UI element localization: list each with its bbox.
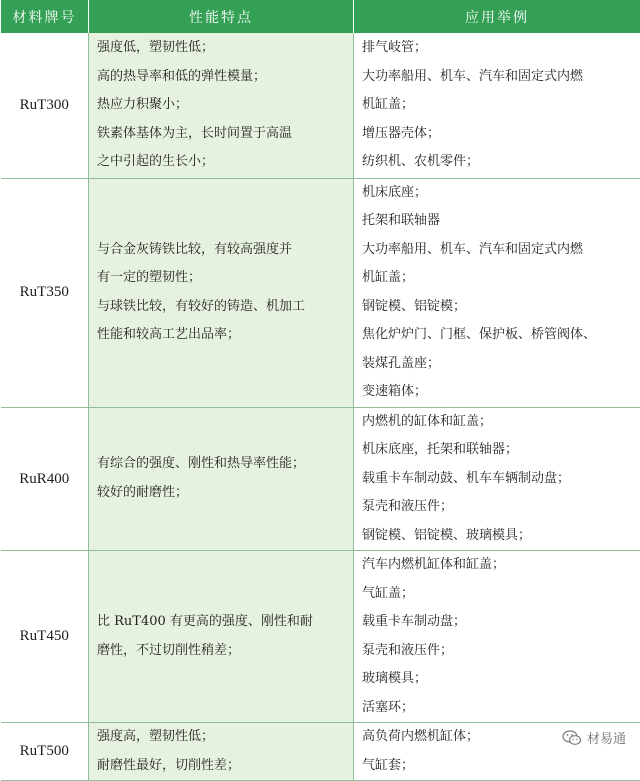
application-line: 载重卡车制动鼓、机车车辆制动盘； — [362, 465, 640, 494]
application-line: 玻璃模具； — [362, 665, 640, 694]
header-features: 性能特点 — [89, 0, 354, 33]
features-cell — [89, 723, 354, 781]
wechat-icon — [562, 730, 582, 746]
header-applications: 应用举例 — [354, 0, 640, 33]
header-grade: 材料牌号 — [1, 0, 89, 33]
application-line: 排气岐管； — [362, 34, 640, 63]
application-line: 机缸盖； — [362, 264, 640, 293]
grade-cell: RuT300 — [1, 33, 89, 178]
application-line: 载重卡车制动盘； — [362, 608, 640, 637]
grade-cell: RuT500 — [1, 723, 89, 781]
feature-line: 热应力积聚小； — [97, 91, 353, 120]
application-line: 装煤孔盖座； — [362, 350, 640, 379]
feature-line: 强度高，塑韧性低； — [97, 723, 353, 752]
application-line: 泵壳和液压件； — [362, 637, 640, 666]
application-line: 钢锭模、铝锭模、玻璃模具； — [362, 522, 640, 551]
application-line: 高负荷内燃机缸体； — [362, 723, 640, 752]
application-line: 大功率船用、机车、汽车和固定式内燃 — [362, 63, 640, 92]
features-cell — [89, 178, 354, 407]
features-cell — [89, 407, 354, 551]
application-line: 气缸套； — [362, 752, 640, 781]
feature-line: 高的热导率和低的弹性模量； — [97, 63, 353, 92]
watermark — [562, 728, 626, 747]
application-line: 托架和联轴器 — [362, 207, 640, 236]
watermark-text: 材易通 — [587, 728, 626, 747]
table-header-row — [1, 0, 640, 33]
feature-line: 与合金灰铸铁比较，有较高强度并 — [97, 236, 353, 265]
table-row — [1, 407, 640, 551]
feature-line: 耐磨性最好，切削性差； — [97, 752, 353, 781]
application-line: 机床底座，托架和联轴器； — [362, 436, 640, 465]
feature-line: 性能和较高工艺出品率； — [97, 321, 353, 350]
feature-line: 铁素体基体为主，长时间置于高温 — [97, 120, 353, 149]
application-line: 变速箱体； — [362, 378, 640, 407]
application-line: 大功率船用、机车、汽车和固定式内燃 — [362, 236, 640, 265]
feature-line: 有综合的强度、刚性和热导率性能； — [97, 450, 353, 479]
feature-line: 强度低，塑韧性低； — [97, 34, 353, 63]
grade-cell: RuT350 — [1, 178, 89, 407]
applications-cell — [354, 33, 640, 178]
table-row — [1, 178, 640, 407]
applications-cell — [354, 178, 640, 407]
application-line: 机床底座； — [362, 179, 640, 208]
application-line: 泵壳和液压件； — [362, 493, 640, 522]
features-cell — [89, 33, 354, 178]
features-cell — [89, 551, 354, 723]
grade-cell: RuR400 — [1, 407, 89, 551]
application-line: 气缸盖； — [362, 580, 640, 609]
feature-line: 磨性，不过切削性稍差； — [97, 637, 353, 666]
feature-line: 有一定的塑韧性； — [97, 264, 353, 293]
application-line: 焦化炉炉门、门框、保护板、桥管阀体、 — [362, 321, 640, 350]
feature-line: 比 RuT400 有更高的强度、刚性和耐 — [97, 608, 353, 637]
application-line: 机缸盖； — [362, 91, 640, 120]
table-row — [1, 723, 640, 781]
grade-cell: RuT450 — [1, 551, 89, 723]
table-row — [1, 33, 640, 178]
feature-line: 与球铁比较，有较好的铸造、机加工 — [97, 293, 353, 322]
application-line: 汽车内燃机缸体和缸盖； — [362, 551, 640, 580]
application-line: 纺织机、农机零件； — [362, 148, 640, 177]
application-line: 钢锭模、铝锭模； — [362, 293, 640, 322]
application-line: 内燃机的缸体和缸盖； — [362, 408, 640, 437]
table-row — [1, 551, 640, 723]
application-line: 增压器壳体； — [362, 120, 640, 149]
applications-cell — [354, 407, 640, 551]
feature-line: 之中引起的生长小； — [97, 148, 353, 177]
application-line: 活塞环； — [362, 694, 640, 723]
feature-line: 较好的耐磨性； — [97, 479, 353, 508]
applications-cell — [354, 551, 640, 723]
